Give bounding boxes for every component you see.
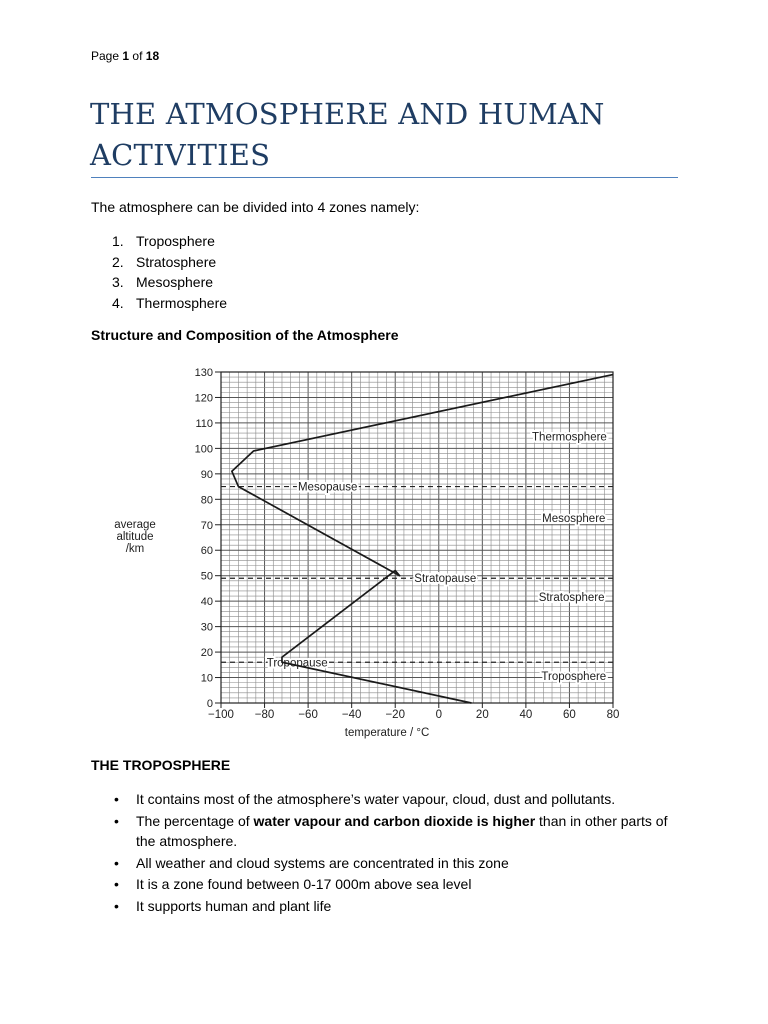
x-tick-label: 0 (435, 709, 442, 721)
temperature-profile-line (232, 375, 613, 703)
y-tick-label: 110 (195, 417, 213, 430)
boundary-label: Mesopause (297, 481, 358, 494)
y-tick-label: 100 (194, 443, 213, 456)
list-item: 4. Thermosphere (112, 294, 228, 311)
x-tick-label: 60 (563, 709, 576, 721)
page-current: 1 (122, 49, 130, 63)
chart-series (232, 375, 613, 703)
page-of: of (132, 49, 143, 63)
title-underline (91, 177, 678, 178)
list-item: • It contains most of the atmosphere’s water vapour, cloud, dust and pollutants. (112, 789, 672, 810)
y-tick-label: 80 (200, 494, 213, 507)
y-tick-label: 130 (194, 367, 213, 379)
atmosphere-temperature-chart (96, 360, 636, 745)
y-tick-label: 70 (200, 519, 213, 532)
page-number (91, 49, 159, 63)
page-total: 18 (145, 49, 160, 63)
intro-text: The atmosphere can be divided into 4 zones namely: (91, 199, 420, 215)
y-axis-label: average altitude /km (114, 519, 156, 555)
x-tick-label: −100 (208, 709, 234, 721)
zone-label: Mesosphere (542, 513, 606, 526)
zone-label: Thermosphere (532, 431, 607, 444)
troposphere-facts (112, 789, 672, 917)
y-tick-label: 50 (200, 570, 213, 583)
list-item: • The percentage of water vapour and carbon dioxide is higher than in other parts of the atmosphere. (114, 812, 668, 849)
list-item: • It supports human and plant life (112, 896, 672, 917)
list-item: 3. Mesosphere (112, 274, 214, 290)
x-tick-label: −40 (341, 709, 362, 721)
bullet-icon: • (114, 897, 119, 914)
troposphere-heading: THE TROPOSPHERE (91, 757, 231, 773)
zone-list (112, 231, 227, 313)
section-heading: Structure and Composition of the Atmosphere (91, 327, 399, 343)
bullet-icon: • (114, 812, 119, 829)
bullet-icon: • (114, 876, 119, 892)
list-item: 2. Stratosphere (112, 253, 217, 270)
x-tick-label: −60 (298, 709, 318, 721)
x-tick-label: −80 (254, 709, 275, 721)
list-item: • All weather and cloud systems are concentrated in this zone (112, 853, 672, 874)
list-item: • It is a zone found between 0-17 000m above sea level (112, 874, 672, 895)
y-tick-label: 60 (200, 545, 213, 558)
y-tick-label: 20 (200, 647, 213, 660)
chart-axis-labels (114, 519, 429, 739)
plot-frame (221, 372, 613, 703)
x-axis-label: temperature / °C (344, 727, 430, 739)
list-item: 1. Troposphere (112, 233, 215, 249)
boundary-label: Tropopause (266, 657, 328, 670)
page-title: THE ATMOSPHERE AND HUMAN ACTIVITIES (90, 97, 605, 172)
y-tick-label: 10 (200, 672, 213, 685)
y-tick-label: 40 (200, 596, 213, 609)
bullet-icon: • (114, 854, 119, 871)
x-tick-label: 80 (606, 709, 620, 721)
zone-label: Troposphere (541, 671, 607, 684)
zone-label: Stratosphere (538, 592, 605, 605)
y-tick-label: 0 (206, 698, 213, 710)
y-tick-label: 90 (200, 468, 213, 481)
x-tick-label: 20 (475, 709, 489, 721)
boundary-label: Stratopause (414, 573, 477, 586)
bullet-icon: • (114, 791, 119, 807)
x-tick-label: −20 (385, 709, 405, 721)
y-tick-label: 30 (200, 621, 213, 634)
y-tick-label: 120 (194, 392, 213, 405)
x-tick-label: 40 (519, 709, 533, 721)
chart-grid (221, 372, 613, 703)
chart-axes (195, 367, 620, 721)
page-label: Page (91, 49, 120, 63)
